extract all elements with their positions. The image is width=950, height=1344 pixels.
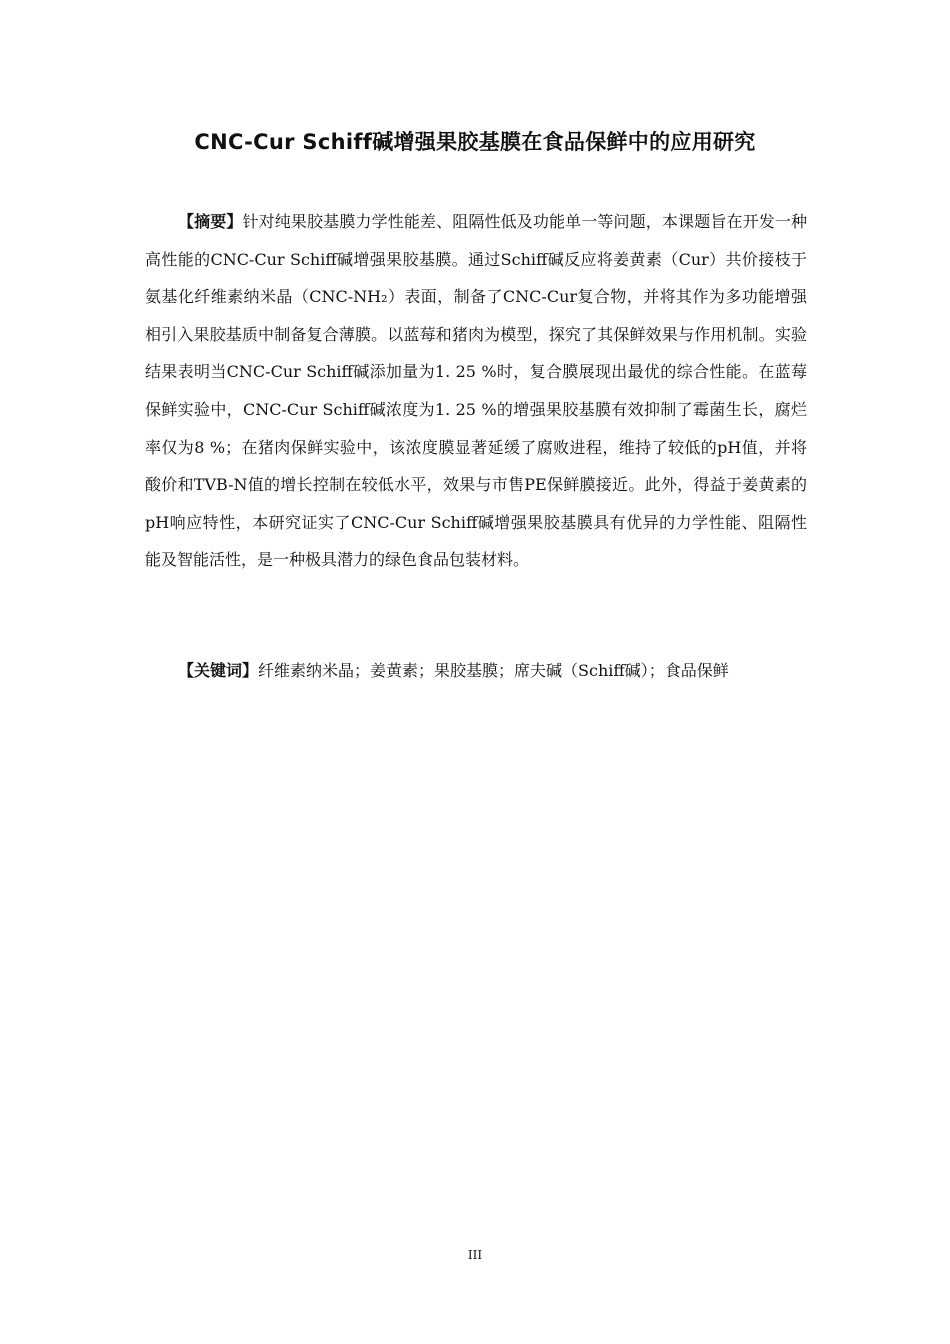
abstract-label: 【摘要】 [178,212,243,231]
abstract-paragraph [145,203,807,579]
keywords-text: 纤维素纳米晶；姜黄素；果胶基膜；席夫碱（Schiff碱）；食品保鲜 [258,661,729,680]
keywords-paragraph [145,652,807,690]
page-number: III [467,1248,483,1262]
document-title: CNC-Cur Schiff碱增强果胶基膜在食品保鲜中的应用研究 [194,130,756,154]
keywords-label: 【关键词】 [178,661,259,680]
abstract-text: 针对纯果胶基膜力学性能差、阻隔性低及功能单一等问题，本课题旨在开发一种高性能的CNC-Cur Schiff碱增强果胶基膜。通过Schiff碱反应将姜黄素（Cur）共价接枝于氨基化纤维素纳米晶（CNC-NH₂）表面，制备了CNC-Cur复合物，并将其作为多功能增强相引入果胶基质中制备复合薄膜。以蓝莓和猪肉为模型，探究了其保鲜效果与作用机制。实验结果表明当CNC-Cur Schiff碱添加量为1. 25 %时，复合膜展现出最优的综合性能。在蓝莓保鲜实验中，CNC-Cur Schiff碱浓度为1. 25 %的增强果胶基膜有效抑制了霉菌生长，腐烂率仅为8 %；在猪肉保鲜实验中，该浓度膜显著延缓了腐败进程，维持了较低的pH值，并将酸价和TVB-N值的增长控制在较低水平，效果与市售PE保鲜膜接近。此外，得益于姜黄素的pH响应特性，本研究证实了CNC-Cur Schiff碱增强果胶基膜具有优异的力学性能、阻隔性能及智能活性，是一种极具潜力的绿色食品包装材料。 [145,212,807,570]
